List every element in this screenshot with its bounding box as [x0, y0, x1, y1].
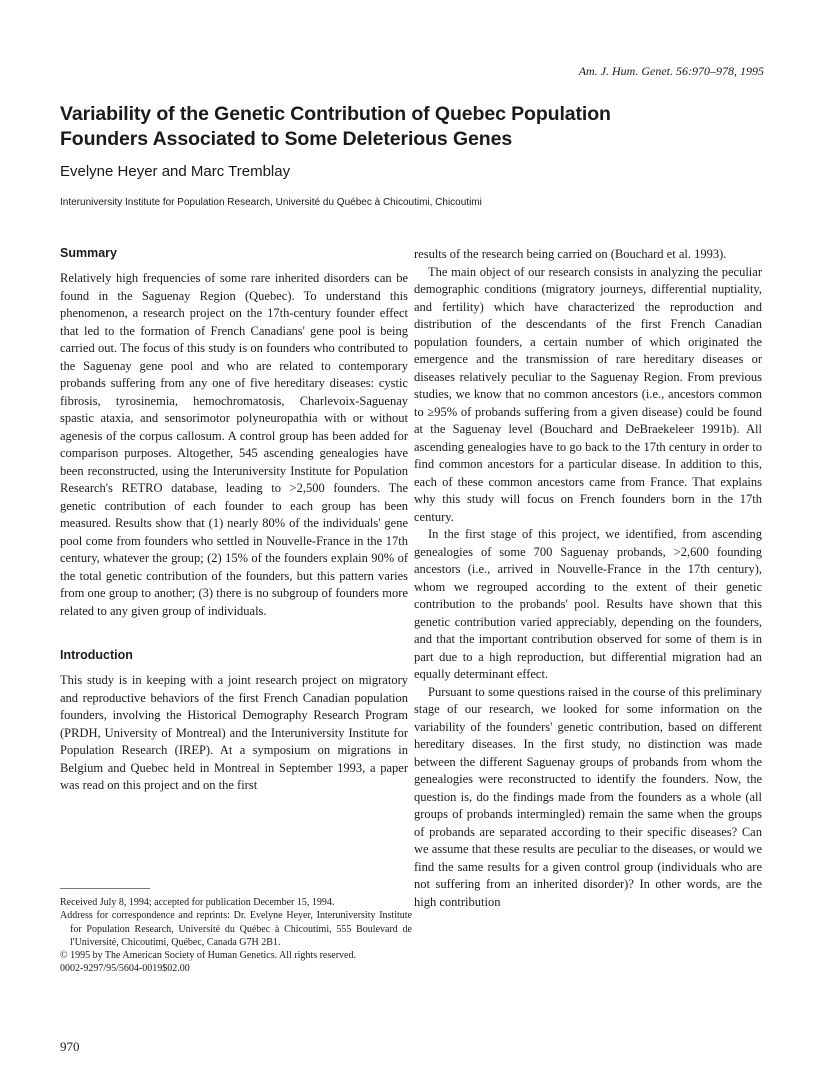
- introduction-heading: Introduction: [60, 648, 133, 662]
- right-para-3: In the first stage of this project, we identified, from ascending genealogies of some 700 Saguenay probands, >2,600 founding ancestors (i.e., arrived in Nouvelle-France in the 17th century), whom we regrouped according to the extent of their genetic contribution to the probands' pool. Results have shown that this genetic contribution varied appreciably, depending on the founders, and that the important contribution observed for some of them is in part due to a high reproduction, but differential migration had an equally determinant effect.: [414, 527, 762, 681]
- article-title: [60, 102, 760, 152]
- footnote-rule: [60, 888, 150, 889]
- title-line-2: Founders Associated to Some Deleterious Genes: [60, 128, 513, 150]
- right-para-1: results of the research being carried on (Bouchard et al. 1993).: [414, 247, 727, 261]
- left-column: [60, 246, 408, 795]
- summary-text: Relatively high frequencies of some rare inherited disorders can be found in the Saguenay Region (Quebec). To understand this phenomenon, a research project on the 17th-century founder effect that led to the formation of French Canadians' gene pool is being carried out. The focus of this study is on founders who contributed to the Saguenay gene pool and who are related to contemporary probands suffering from any one of five hereditary diseases: cystic fibrosis, tyrosinemia, hemochromatosis, Charlevoix-Saguenay spastic ataxia, and sensorimotor polyneuropathia with or without agenesis of the corpus callosum. A control group has been added for comparison purposes. Altogether, 545 ascending genealogies have been reconstructed, using the Interuniversity Institute for Population Research's RETRO database, leading to >2,500 founders. The genetic contribution of each founder to each group has been measured. Results show that (1) nearly 80% of the individuals' gene pool come from founders who settled in Nouvelle-France in the 17th century, whatever the group; (2) 15% of the founders explain 90% of the total genetic contribution of the founders, but this pattern varies from one group to another; (3) there is no subgroup of founders more related to any given group of individuals.: [60, 271, 408, 618]
- issn-note: 0002-9297/95/5604-0019$02.00: [60, 963, 190, 975]
- address-note: Address for correspondence and reprints: Dr. Evelyne Heyer, Interuniversity Institute for Population Research, Université du Québec à Chicoutimi, 555 Boulevard de l'Université, Chicoutimi, Québec, Canada G7H 2B1.: [60, 910, 412, 948]
- journal-reference: Am. J. Hum. Genet. 56:970–978, 1995: [578, 64, 764, 78]
- affiliation: Interuniversity Institute for Population Research, Université du Québec à Chicoutimi, Chicoutimi: [60, 197, 482, 208]
- right-para-2: The main object of our research consists in analyzing the peculiar demographic conditions (migratory journeys, differential nuptiality, and fertility) which have characterized the reproduction and distribution of the descendants of the first French Canadian population founders, a certain number of which originated the emergence and the transmission of rare hereditary diseases or diseases relatively peculiar to the Saguenay Region. From previous studies, we know that no common ancestors (i.e., ancestors common to ≥95% of probands suffering from a given disease) could be found at the Saguenay level (Bouchard and DeBraekeleer 1991b). All ascending genealogies have to go back to the 17th century in order to find common ancestors for a particular disease. In addition to this, each of these common ancestors came from France. That explains why this study will focus on French founders born in the 17th century.: [414, 264, 762, 524]
- right-column: [414, 246, 762, 911]
- right-para-4: Pursuant to some questions raised in the course of this preliminary stage of our research, we looked for some information on the variability of the founders' genetic contribution, based on different hereditary diseases. In the first study, no distinction was made between the different Saguenay groups of probands from whom the genealogies were reconstructed to identify the founders. Now, the question is, do the findings made from the founders as a whole (all groups of probands intermingled) remain the same when the groups of probands are separated according to their specific diseases? Can we assume that these results are peculiar to the diseases, or would we find the same results for a given control group (individuals who are not suffering from an inherited disorder)? In other words, are the high contribution: [414, 684, 762, 909]
- copyright-note: © 1995 by The American Society of Human Genetics. All rights reserved.: [60, 950, 356, 962]
- footnotes: [60, 896, 412, 976]
- title-line-1: Variability of the Genetic Contribution of Quebec Population: [60, 103, 611, 125]
- authors: Evelyne Heyer and Marc Tremblay: [60, 163, 291, 180]
- summary-heading: Summary: [60, 246, 117, 260]
- page-number: 970: [60, 1039, 80, 1054]
- introduction-text: This study is in keeping with a joint research project on migratory and reproductive behaviors of the first French Canadian population founders, involving the Historical Demography Research Program (PRDH, University of Montreal) and the Interuniversity Institute for Population Research (IREP). At a symposium on migrations in Belgium and Quebec held in Montreal in September 1993, a paper was read on this project and on the first: [60, 673, 408, 792]
- received-note: Received July 8, 1994; accepted for publication December 15, 1994.: [60, 897, 335, 908]
